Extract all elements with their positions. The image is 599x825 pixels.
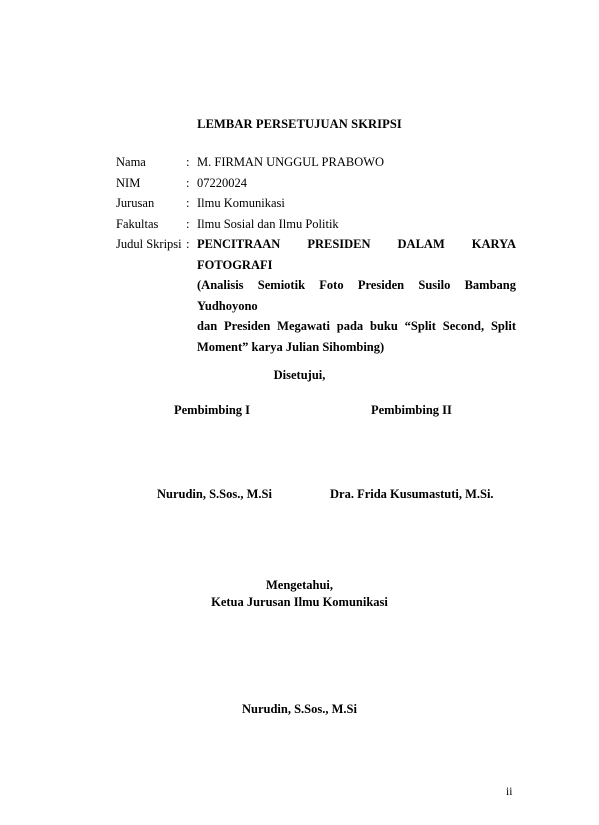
info-label: Judul Skripsi bbox=[116, 237, 182, 251]
info-row-nim bbox=[116, 173, 516, 194]
thesis-title bbox=[197, 234, 516, 357]
info-label: NIM bbox=[116, 175, 141, 190]
document-title: LEMBAR PERSETUJUAN SKRIPSI bbox=[197, 117, 402, 131]
info-colon: : bbox=[186, 175, 190, 190]
thesis-title-line: Moment” karya Julian Sihombing) bbox=[197, 339, 385, 354]
approval-heading: Disetujui, bbox=[273, 368, 326, 382]
info-row-nama bbox=[116, 152, 516, 173]
info-value: Ilmu Komunikasi bbox=[197, 196, 285, 210]
info-label: Nama bbox=[116, 155, 146, 169]
advisor2-name: Dra. Frida Kusumastuti, M.Si. bbox=[330, 487, 494, 501]
info-colon: : bbox=[186, 196, 190, 210]
department-head-position: Ketua Jurusan Ilmu Komunikasi bbox=[211, 595, 388, 609]
info-colon: : bbox=[186, 237, 190, 251]
page-number: ii bbox=[506, 786, 513, 798]
acknowledged-heading: Mengetahui, bbox=[265, 578, 333, 592]
info-label: Jurusan bbox=[116, 196, 155, 210]
info-row-fakultas bbox=[116, 214, 516, 235]
info-colon: : bbox=[186, 155, 190, 169]
thesis-title-line: PENCITRAAN PRESIDEN DALAM KARYA FOTOGRAFI bbox=[197, 237, 516, 272]
thesis-title-line: (Analisis Semiotik Foto Presiden Susilo Bambang Yudhoyono bbox=[197, 278, 516, 313]
department-head-name: Nurudin, S.Sos., M.Si bbox=[242, 702, 357, 716]
info-value: Ilmu Sosial dan Ilmu Politik bbox=[197, 216, 339, 231]
student-info bbox=[116, 152, 516, 357]
info-colon: : bbox=[186, 216, 190, 231]
info-label: Fakultas bbox=[116, 216, 159, 231]
thesis-title-line: dan Presiden Megawati pada buku “Split Second, Split bbox=[197, 319, 516, 333]
info-row-jurusan bbox=[116, 193, 516, 214]
advisor2-title: Pembimbing II bbox=[371, 403, 452, 417]
info-row-judul bbox=[116, 234, 516, 357]
info-value: M. FIRMAN UNGGUL PRABOWO bbox=[197, 155, 385, 169]
advisor1-title: Pembimbing I bbox=[174, 403, 251, 417]
info-value: 07220024 bbox=[197, 175, 247, 190]
advisor1-name: Nurudin, S.Sos., M.Si bbox=[157, 487, 272, 501]
